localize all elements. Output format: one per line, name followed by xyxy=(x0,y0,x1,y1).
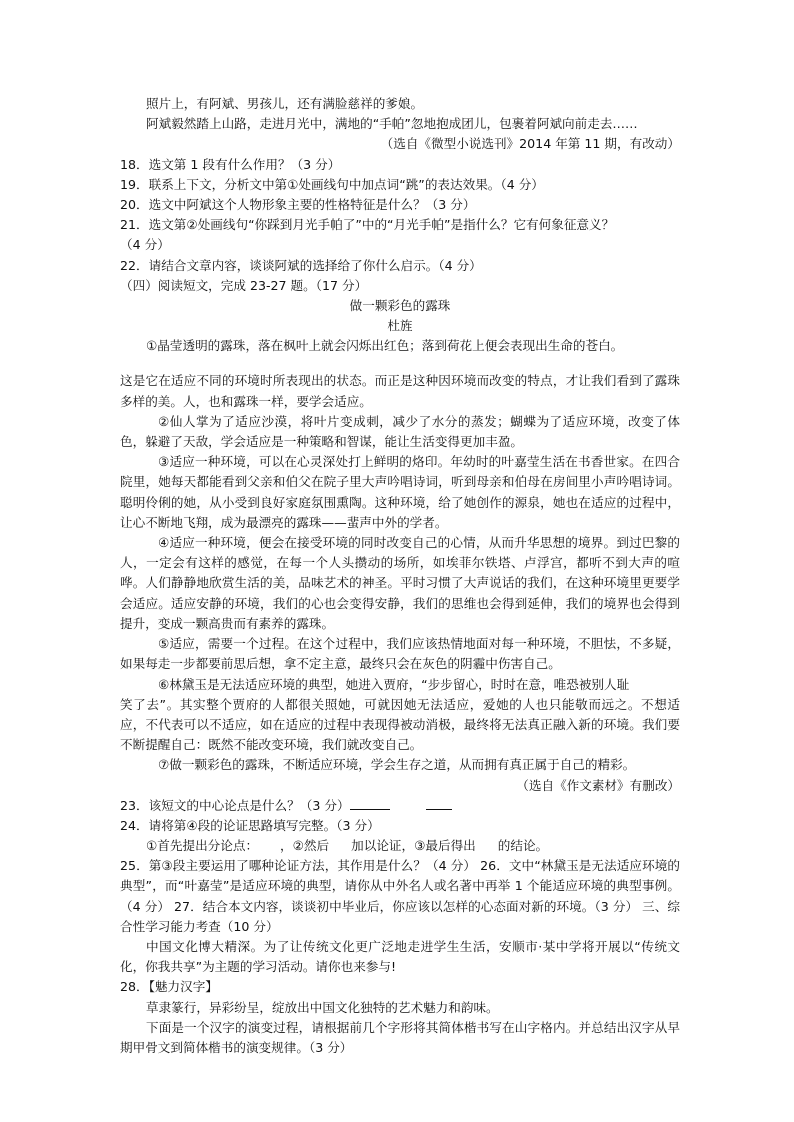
paragraph-gap xyxy=(120,356,680,371)
essay-title: 做一颗彩色的露珠 xyxy=(349,297,451,313)
answer-blank[interactable] xyxy=(350,797,390,810)
essay-paragraph-7: ⑦做一颗彩色的露珠，不断适应环境，学会生存之道，从而拥有真正属于自己的精彩。 xyxy=(158,757,636,773)
question-28-text-2: 下面是一个汉字的演变过程，请根据前几个字形将其简体楷书写在山字格内。并总结出汉字从早期甲骨文到简体楷书的演变规律。（3 分） xyxy=(120,1019,680,1056)
question-21: 21．选文第②处画线句“你踩到月光手帕了”中的“月光手帕”是指什么？它有何象征意义？ xyxy=(120,217,615,233)
question-23 xyxy=(120,796,680,816)
question-18: 18．选文第 1 段有什么作用？（3 分） xyxy=(120,156,341,172)
step-2: ，②然后 xyxy=(280,838,330,854)
question-21-score: （4 分） xyxy=(120,237,170,253)
story-line: 照片上，有阿斌、男孩儿，还有满脸慈祥的爹娘。 xyxy=(146,96,424,111)
exam-page xyxy=(120,94,680,1058)
question-22: 22．请结合文章内容，谈谈阿斌的选择给了你什么启示。（4 分） xyxy=(120,257,482,273)
story-line: 阿斌毅然踏上山路，走进月光中，满地的“手帕”忽地抱成团儿，包裹着阿斌向前走去…… xyxy=(146,116,638,132)
question-28-text-1: 草隶篆行，异彩纷呈，绽放出中国文化独特的艺术魅力和韵味。 xyxy=(146,999,499,1015)
question-28: 28．【魅力汉字】 xyxy=(120,979,218,995)
question-20: 20．选文中阿斌这个人物形象主要的性格特征是什么？（3 分） xyxy=(120,196,476,212)
question-24: 24．请将第④段的论证思路填写完整。（3 分） xyxy=(120,817,380,833)
essay-paragraph-3: ③适应一种环境，可以在心灵深处打上鲜明的烙印。年幼时的叶嘉莹生活在书香世家。在四合院里，她每天都能看到父亲和伯父在院子里大声吟唱诗词，听到母亲和伯母在房间里小声吟唱诗词。聪明伶俐的她，从小受到良好家庭氛围熏陶。这种环境，给了她创作的源泉，她也在适应的过程中，让心不断地飞翔，成为最漂亮的露珠——蜚声中外的学者。 xyxy=(120,454,680,530)
essay-paragraph-4: ④适应一种环境，便会在接受环境的同时改变自己的心情，从而升华思想的境界。到过巴黎的人，一定会有这样的感觉，在每一个人头攒动的场所，如埃菲尔铁塔、卢浮宫，都听不到大声的喧哗。人们静静地欣赏生活的美，品味艺术的神圣。平时习惯了大声说话的我们，在这种环境里更要学会适应。适应安静的环境，我们的心也会变得安静，我们的思维也会得到延伸，我们的境界也会得到提升，变成一颗高贵而有素养的露珠。 xyxy=(120,535,680,631)
step-3: 加以论证，③最后得出 xyxy=(351,838,476,854)
question-19: 19．联系上下文，分析文中第①处画线句中加点词“跳”的表达效果。（4 分） xyxy=(120,176,544,192)
section-heading: （四）阅读短文，完成 23-27 题。（17 分） xyxy=(120,277,368,293)
step-1: ①首先提出分论点： xyxy=(146,838,259,854)
question-23-text: 23．该短文的中心论点是什么？（3 分） xyxy=(120,797,350,813)
essay-source: （选自《作文素材》有删改） xyxy=(516,777,680,793)
essay-paragraph-6: ⑥林黛玉是无法适应环境的典型，她进入贾府，“步步留心，时时在意，唯恐被别人耻 xyxy=(158,676,630,692)
part3-intro: 中国文化博大精深。为了让传统文化更广泛地走进学生生活，安顺市·某中学将开展以“传统文化，你我共享”为主题的学习活动。请你也来参与! xyxy=(120,939,680,975)
essay-paragraph-1-cont: 这是它在适应不同的环境时所表现出的状态。而正是这种因环境而改变的特点，才让我们看到了露珠多样的美。人，也和露珠一样，要学会适应。 xyxy=(120,373,680,409)
essay-paragraph-2: ②仙人掌为了适应沙漠，将叶片变成刺，减少了水分的蒸发；蝴蝶为了适应环境，改变了体色，躲避了天敌，学会适应是一种策略和智谋，能让生活变得更加丰盈。 xyxy=(120,413,680,450)
answer-blank[interactable] xyxy=(426,797,452,810)
questions-25-27: 25．第③段主要运用了哪种论证方法，其作用是什么？（4 分） 26．文中“林黛玉是无法适应环境的典型”，而“叶嘉莹”是适应环境的典型，请你从中外名人或名著中再举 1 个能适应环境的典型事例。（4 分） 27．结合本文内容，谈谈初中毕业后，你应该以怎样的心态面对新的环境。（3 分） 三、综合性学习能力考查（10 分） xyxy=(120,858,680,934)
story-source: （选自《微型小说选刊》2014 年第 11 期，有改动） xyxy=(380,136,680,152)
step-4: 的结论。 xyxy=(497,838,549,854)
question-24-steps xyxy=(120,836,680,856)
essay-paragraph-1: ①晶莹透明的露珠，落在枫叶上就会闪烁出红色；落到荷花上便会表现出生命的苍白。 xyxy=(146,338,624,354)
essay-paragraph-5: ⑤适应，需要一个过程。在这个过程中，我们应该热情地面对每一种环境，不胆怯，不多疑，如果每走一步都要前思后想，拿不定主意，最终只会在灰色的阴霾中伤害自己。 xyxy=(120,636,680,672)
essay-paragraph-6-cont: 笑了去”。其实整个贾府的人都很关照她，可就因她无法适应，爱她的人也只能敬而远之。不想适应，不代表可以不适应，如在适应的过程中表现得被动消极，最终将无法真正融入新的环境。我们要不断提醒自己：既然不能改变环境，我们就改变自己。 xyxy=(120,696,680,753)
essay-author: 杜旌 xyxy=(387,318,413,334)
